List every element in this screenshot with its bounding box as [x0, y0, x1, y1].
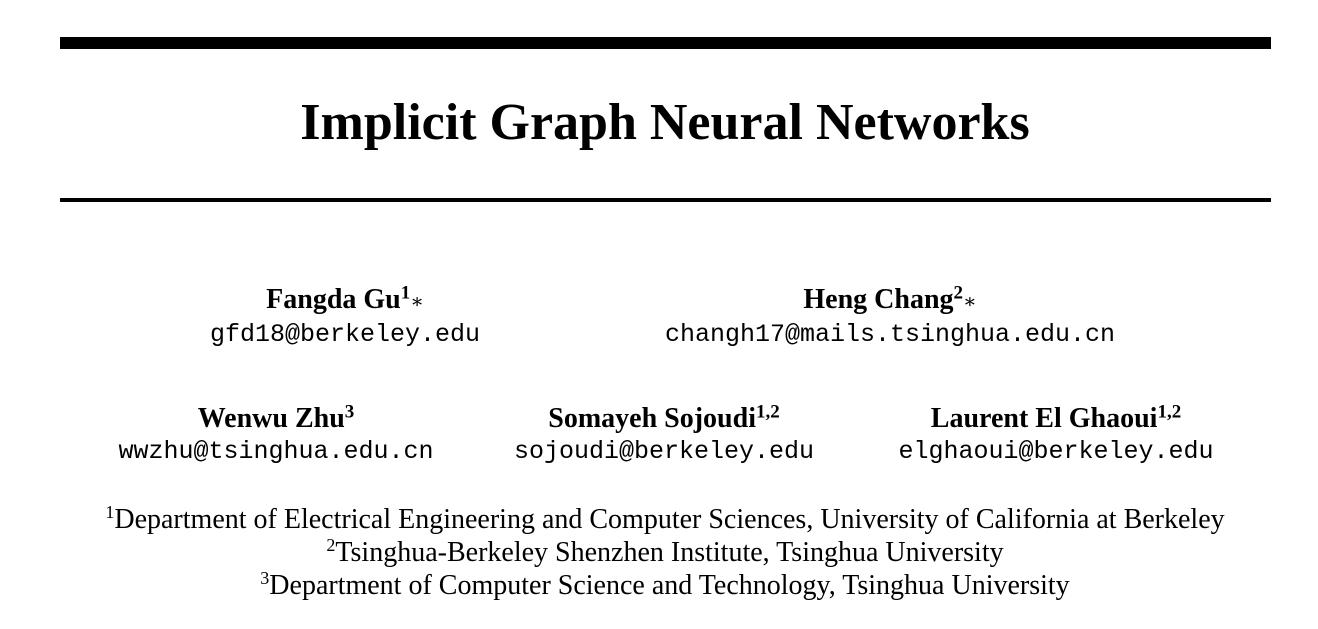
- affiliation-text: Department of Computer Science and Technology, Tsinghua University: [269, 570, 1070, 601]
- author-name: Wenwu Zhu$^3$: [197, 401, 355, 434]
- author-name: Laurent El Ghaoui$^{1,2}$: [930, 401, 1182, 434]
- affiliation-number: 2: [326, 535, 336, 556]
- author-email: sojoudi@berkeley.edu: [513, 437, 815, 466]
- top-rule: [60, 37, 1271, 49]
- author-block: [96, 402, 456, 468]
- author-affiliation-mark: 1,2: [1157, 401, 1182, 423]
- author-affiliation-mark: 2: [953, 282, 964, 304]
- equal-contribution-mark: ∗: [963, 291, 977, 313]
- author-name: Somayeh Sojoudi$^{1,2}$: [548, 401, 780, 434]
- author-name: Heng Chang$^2$∗: [803, 282, 977, 315]
- bottom-rule: [60, 198, 1271, 202]
- author-name: Fangda Gu$^1$∗: [266, 282, 424, 315]
- affiliation-line: [0, 503, 1318, 536]
- affiliation-line: [0, 569, 1318, 602]
- author-email: gfd18@berkeley.edu: [209, 320, 481, 349]
- affiliation-number: 1: [105, 502, 115, 523]
- affiliation-text: Department of Electrical Engineering and Computer Sciences, University of California at Berkeley: [114, 504, 1225, 535]
- author-block: [876, 402, 1236, 468]
- paper-title: Implicit Graph Neural Networks: [300, 94, 1030, 151]
- author-affiliation-mark: 3: [344, 401, 355, 423]
- author-affiliation-mark: 1: [400, 282, 411, 304]
- affiliation-line: [0, 536, 1318, 569]
- author-email: elghaoui@berkeley.edu: [898, 437, 1214, 466]
- equal-contribution-mark: ∗: [410, 291, 424, 313]
- author-email: changh17@mails.tsinghua.edu.cn: [664, 320, 1116, 349]
- affiliation-number: 3: [260, 568, 270, 589]
- author-email: wwzhu@tsinghua.edu.cn: [118, 437, 434, 466]
- author-block: [494, 402, 834, 468]
- affiliation-text: Tsinghua-Berkeley Shenzhen Institute, Tsinghua University: [335, 537, 1004, 568]
- affiliation-list: [0, 503, 1318, 602]
- author-block: [640, 283, 1140, 351]
- author-affiliation-mark: 1,2: [755, 401, 780, 423]
- author-block: [195, 283, 495, 351]
